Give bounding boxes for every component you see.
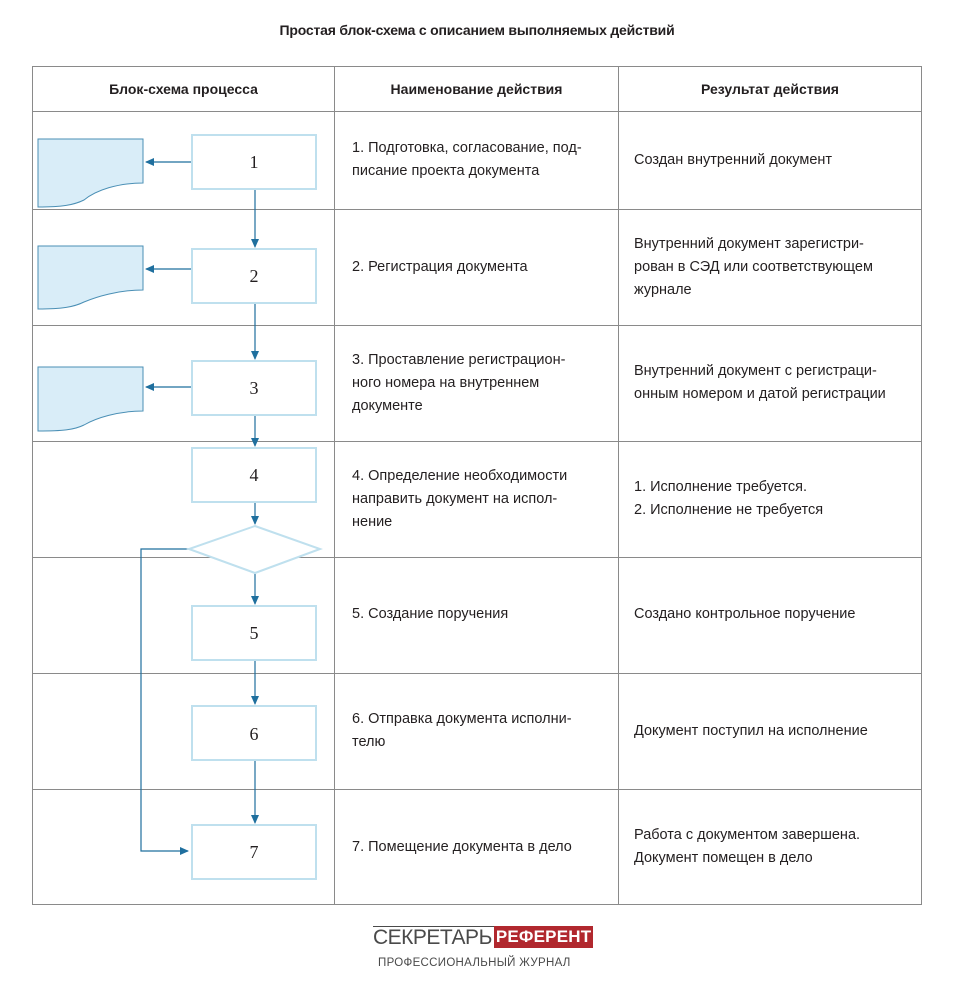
box-number: 3 <box>249 378 259 398</box>
result-text: Создан внутренний документ <box>634 151 833 168</box>
result-text: 1. Исполнение требуется. 2. Исполнение не требуется <box>634 479 824 518</box>
header-flowchart: Блок-схема процесса <box>109 81 258 97</box>
result-text: Документ поступил на исполнение <box>634 722 868 739</box>
bypass-arrow <box>141 549 189 851</box>
box-number: 4 <box>249 465 259 485</box>
box-number: 1 <box>249 152 259 172</box>
document-icon <box>38 367 143 431</box>
result-text: Внутренний документ с регистраци- онным номером и датой регистрации <box>634 363 886 402</box>
result-text: Работа с документом завершена. Документ помещен в дело <box>634 827 861 866</box>
action-text: 1. Подготовка, согласование, под- писание проекта документа <box>352 140 582 179</box>
logo-subtitle: ПРОФЕССИОНАЛЬНЫЙ ЖУРНАЛ <box>378 957 571 969</box>
action-text: 2. Регистрация документа <box>352 258 528 275</box>
action-text: 7. Помещение документа в дело <box>352 838 572 855</box>
action-text: 4. Определение необходимости направить документ на испол- нение <box>352 467 568 530</box>
publisher-logo <box>373 926 593 948</box>
header-action-result: Результат действия <box>701 81 839 97</box>
action-text: 3. Проставление регистрацион- ного номера на внутреннем документе <box>352 351 566 414</box>
action-text: 5. Создание поручения <box>352 606 509 622</box>
box-number: 7 <box>249 842 259 862</box>
box-number: 5 <box>249 623 259 643</box>
box-number: 6 <box>249 724 259 744</box>
logo-left-text: СЕКРЕТАРЬ <box>373 926 492 949</box>
logo-right-text: РЕФЕРЕНТ <box>495 927 592 946</box>
result-text: Создано контрольное поручение <box>634 606 856 622</box>
result-text: Внутренний документ зарегистри- рован в СЭД или соответствующем журнале <box>634 235 873 298</box>
action-text: 6. Отправка документа исполни- телю <box>352 711 572 750</box>
header-action-name: Наименование действия <box>390 81 563 97</box>
document-icon <box>38 246 143 309</box>
box-number: 2 <box>249 266 259 286</box>
decision-diamond <box>189 526 320 573</box>
document-icon <box>38 139 143 207</box>
diagram-title: Простая блок-схема с описанием выполняемых действий <box>279 22 675 38</box>
